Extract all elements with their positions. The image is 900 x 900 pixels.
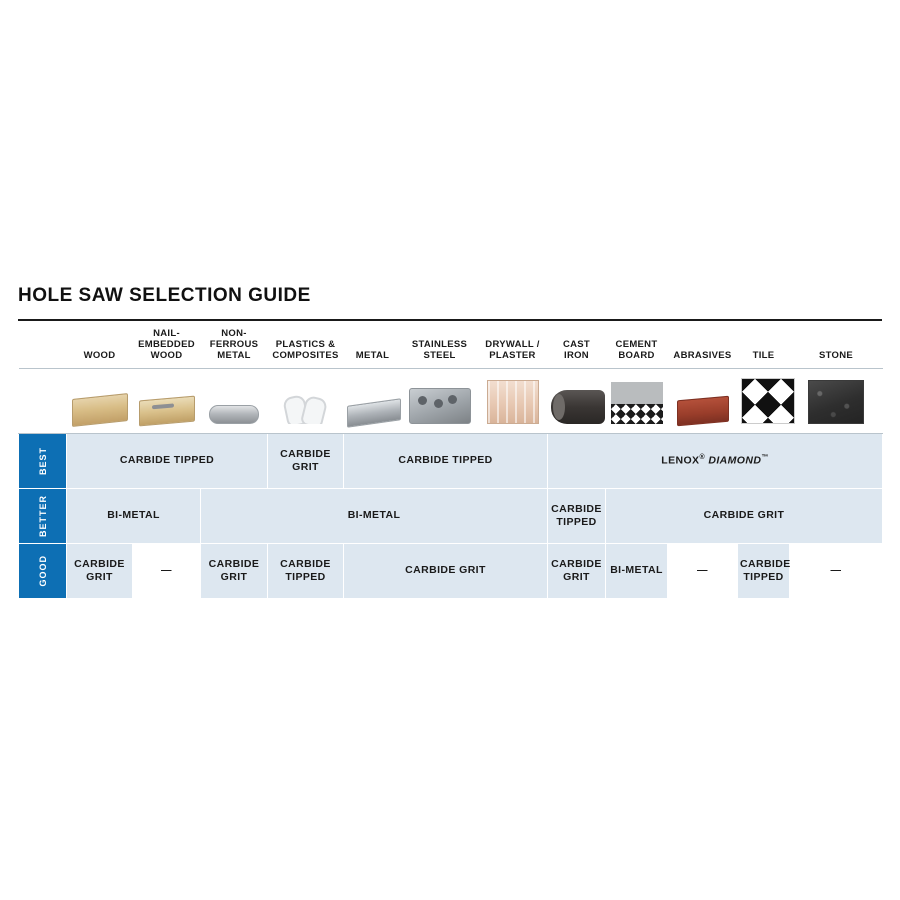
- column-header-plastics-composites: [268, 321, 344, 368]
- cell-good-plastics[interactable]: CARBIDE TIPPED: [268, 543, 344, 598]
- page-title: HOLE SAW SELECTION GUIDE: [18, 285, 311, 306]
- material-image-cell-metal: [344, 368, 402, 433]
- cell-better-cast-iron[interactable]: CARBIDE TIPPED: [548, 488, 606, 543]
- material-image-cell-drywall: [478, 368, 548, 433]
- material-image-cell-wood: [67, 368, 133, 433]
- drywall-plaster-image: [487, 380, 539, 424]
- header-line-2: STEEL: [423, 350, 456, 362]
- rank-label-better-text: BETTER: [37, 494, 48, 537]
- cell-best-metal-group[interactable]: CARBIDE TIPPED: [344, 433, 548, 488]
- cell-best-wood-group[interactable]: CARBIDE TIPPED: [67, 433, 268, 488]
- material-image-cell-nail-embedded-wood: [133, 368, 201, 433]
- cell-good-abrasives[interactable]: —: [668, 543, 738, 598]
- cell-good-cement-board[interactable]: BI-METAL: [606, 543, 668, 598]
- rank-label-best: [19, 433, 67, 488]
- header-line-1: CEMENT: [615, 339, 658, 351]
- checker-tile-image: [741, 378, 795, 424]
- header-line-1: ABRASIVES: [673, 350, 732, 362]
- rank-label-good-text: GOOD: [37, 554, 48, 587]
- column-header-nail-embedded-wood: [133, 321, 201, 368]
- cell-better-wood-group[interactable]: BI-METAL: [67, 488, 201, 543]
- diamond-product: DIAMOND: [708, 454, 762, 467]
- header-line-1: NAIL-: [153, 328, 180, 339]
- stainless-steel-sink-image: [409, 388, 471, 424]
- column-header-stone: [790, 321, 883, 368]
- cell-good-cast-iron[interactable]: CARBIDE GRIT: [548, 543, 606, 598]
- table-row-best: [19, 433, 883, 488]
- column-header-cast-iron: [548, 321, 606, 368]
- header-line-3: WOOD: [150, 350, 183, 362]
- header-line-2: IRON: [564, 350, 589, 362]
- material-image-cell-non-ferrous-metal: [201, 368, 268, 433]
- header-line-1: METAL: [355, 350, 390, 362]
- column-header-drywall-plaster: [478, 321, 548, 368]
- header-line-2: BOARD: [618, 350, 655, 362]
- header-line-1: STONE: [818, 350, 854, 362]
- rank-header-spacer: [19, 321, 67, 368]
- material-image-row: [19, 368, 883, 433]
- material-image-cell-stainless-steel: [402, 368, 478, 433]
- cell-better-masonry-group[interactable]: CARBIDE GRIT: [606, 488, 883, 543]
- plastic-fittings-image: [283, 394, 329, 424]
- rank-label-good: [19, 543, 67, 598]
- cell-good-nail-embedded-wood[interactable]: —: [133, 543, 201, 598]
- cell-good-tile[interactable]: CARBIDE TIPPED: [738, 543, 790, 598]
- table-row-good: [19, 543, 883, 598]
- selection-table: [18, 321, 883, 599]
- rank-label-better: [19, 488, 67, 543]
- metal-sheet-image: [347, 398, 401, 428]
- column-header-tile: [738, 321, 790, 368]
- header-line-1: TILE: [752, 350, 775, 362]
- nail-embedded-wood-image: [139, 395, 195, 426]
- header-line-3: METAL: [217, 350, 251, 362]
- wood-board-image: [72, 393, 128, 427]
- header-line-2: EMBEDDED: [138, 339, 195, 351]
- non-ferrous-metal-pipe-image: [209, 405, 259, 424]
- header-line-1: WOOD: [83, 350, 116, 362]
- cell-best-plastics[interactable]: CARBIDE GRIT: [268, 433, 344, 488]
- cast-iron-pipe-image: [551, 390, 605, 424]
- header-line-1: PLASTICS &: [275, 339, 336, 351]
- cell-good-metal-group[interactable]: CARBIDE GRIT: [344, 543, 548, 598]
- column-header-metal: [344, 321, 402, 368]
- material-header-row: [19, 321, 883, 368]
- brick-abrasive-image: [677, 395, 729, 426]
- header-line-1: NON-: [221, 328, 247, 339]
- header-line-1: STAINLESS: [411, 339, 468, 351]
- header-line-1: CAST: [562, 339, 591, 351]
- registered-mark: ®: [699, 454, 706, 462]
- material-image-cell-cast-iron: [548, 368, 606, 433]
- material-image-cell-cement-board: [606, 368, 668, 433]
- column-header-non-ferrous-metal: [201, 321, 268, 368]
- cell-good-stone[interactable]: —: [790, 543, 883, 598]
- header-line-1: DRYWALL /: [485, 339, 540, 351]
- column-header-stainless-steel: [402, 321, 478, 368]
- lenox-brand: LENOX: [661, 454, 700, 467]
- header-line-2: PLASTER: [489, 350, 536, 362]
- cell-good-wood[interactable]: CARBIDE GRIT: [67, 543, 133, 598]
- image-row-spacer: [19, 368, 67, 433]
- cell-best-masonry-group[interactable]: [548, 433, 883, 488]
- stone-slab-image: [808, 380, 864, 424]
- table-row-better: [19, 488, 883, 543]
- column-header-cement-board: [606, 321, 668, 368]
- header-line-2: FERROUS: [209, 339, 259, 351]
- material-image-cell-abrasives: [668, 368, 738, 433]
- header-line-2: COMPOSITES: [272, 350, 339, 362]
- cell-better-mid-group[interactable]: BI-METAL: [201, 488, 548, 543]
- cement-board-image: [611, 382, 663, 424]
- column-header-abrasives: [668, 321, 738, 368]
- cell-good-non-ferrous-metal[interactable]: CARBIDE GRIT: [201, 543, 268, 598]
- trademark-mark: ™: [761, 454, 769, 462]
- column-header-wood: [67, 321, 133, 368]
- material-image-cell-plastics: [268, 368, 344, 433]
- rank-label-best-text: BEST: [37, 446, 48, 475]
- hole-saw-selection-guide: [18, 285, 882, 599]
- material-image-cell-tile: [738, 368, 790, 433]
- material-image-cell-stone: [790, 368, 883, 433]
